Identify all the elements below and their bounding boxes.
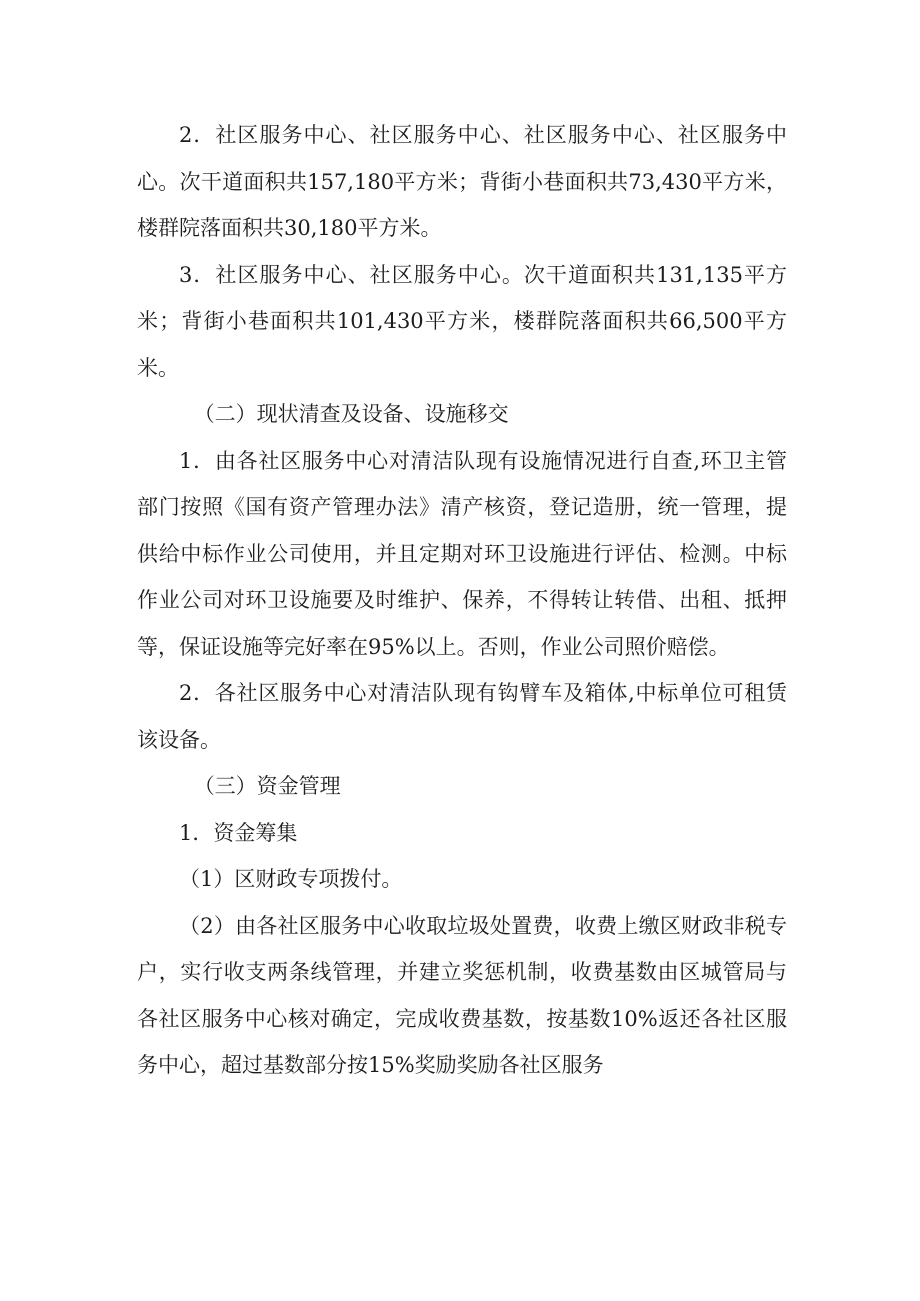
paragraph-item-2: 2．社区服务中心、社区服务中心、社区服务中心、社区服务中心。次干道面积共157,180平方米；背街小巷面积共73,430平方米，楼群院落面积共30,180平方米。 <box>137 123 787 240</box>
section-heading-3: （三）资金管理 <box>193 774 341 798</box>
paragraph-item-3: 3．社区服务中心、社区服务中心。次干道面积共131,135平方米；背街小巷面积共101,430平方米，楼群院落面积共66,500平方米。 <box>137 262 787 380</box>
section2-paragraph-1: 1．由各社区服务中心对清洁队现有设施情况进行自查,环卫主管部门按照《国有资产管理办法》清产核资，登记造册，统一管理，提供给中标作业公司使用，并且定期对环卫设施进行评估、检测。中标作业公司对环卫设施要及时维护、保养，不得转让转借、出租、抵押等，保证设施等完好率在95%以上。否则，作业公司照价赔偿。 <box>137 448 787 659</box>
document-body <box>137 112 787 1089</box>
section3-item-1: （1）区财政专项拨付。 <box>179 867 403 891</box>
section3-item-2: （2）由各社区服务中心收取垃圾处置费，收费上缴区财政非税专户，实行收支两条线管理，并建立奖惩机制，收费基数由区城管局与各社区服务中心核对确定，完成收费基数，按基数10%返还各社区服务中心，超过基数部分按15%奖励奖励各社区服务 <box>137 913 787 1077</box>
section2-paragraph-2: 2．各社区服务中心对清洁队现有钩臂车及箱体,中标单位可租赁该设备。 <box>137 681 787 752</box>
section-heading-2: （二）现状清查及设备、设施移交 <box>193 402 509 426</box>
section3-subheading-1: 1．资金筹集 <box>179 820 298 845</box>
